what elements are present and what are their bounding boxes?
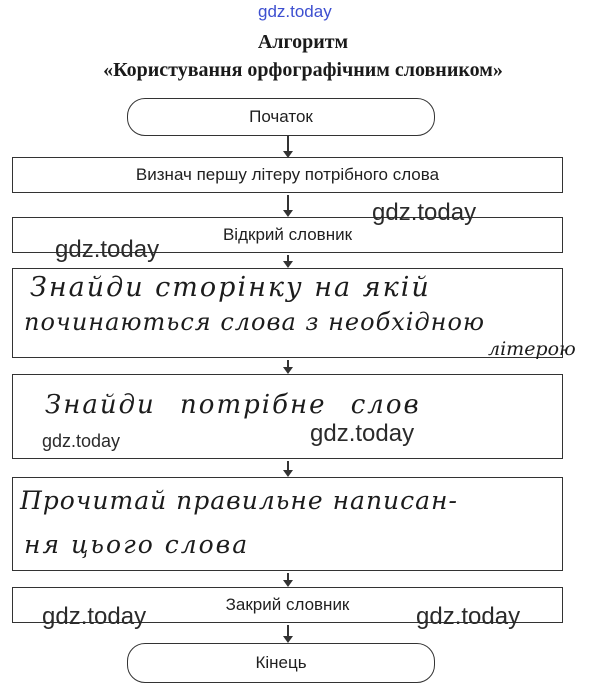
step-1-label: Визнач першу літеру потрібного слова bbox=[135, 165, 440, 184]
step-3-line-1: Знайди сторінку на якій bbox=[30, 272, 431, 303]
step-3-line-2: починаються слова з необхідною bbox=[24, 308, 486, 336]
arrow-7 bbox=[287, 625, 289, 641]
watermark: gdz.today bbox=[42, 431, 121, 451]
end-label: Кінець bbox=[255, 653, 307, 672]
watermark: gdz.today bbox=[310, 420, 415, 447]
step-1-box bbox=[12, 157, 563, 193]
start-terminal bbox=[127, 98, 435, 136]
watermark-top: gdz.today bbox=[258, 2, 332, 21]
step-6-label: Закрий словник bbox=[225, 595, 350, 614]
end-terminal bbox=[127, 643, 435, 683]
step-2-label: Відкрий словник bbox=[222, 225, 353, 244]
watermark: gdz.today bbox=[416, 603, 521, 630]
arrow-3 bbox=[287, 255, 289, 266]
diagram-title: Алгоритм bbox=[257, 31, 349, 53]
step-4-label: Знайди потрібне слов bbox=[45, 390, 421, 420]
step-3-line-3: літерою bbox=[488, 338, 576, 360]
watermark: gdz.today bbox=[372, 199, 477, 226]
start-label: Початок bbox=[249, 107, 313, 126]
step-5-line-1: Прочитай правильне написан- bbox=[20, 486, 458, 515]
watermark: gdz.today bbox=[42, 603, 147, 630]
diagram-subtitle: «Користування орфографічним словником» bbox=[103, 59, 503, 81]
arrow-2 bbox=[287, 195, 289, 215]
arrow-4 bbox=[287, 360, 289, 372]
arrow-6 bbox=[287, 573, 289, 585]
arrow-5 bbox=[287, 461, 289, 475]
watermark: gdz.today bbox=[55, 236, 160, 263]
arrow-1 bbox=[287, 136, 289, 156]
step-5-line-2: ня цього слова bbox=[24, 530, 250, 559]
